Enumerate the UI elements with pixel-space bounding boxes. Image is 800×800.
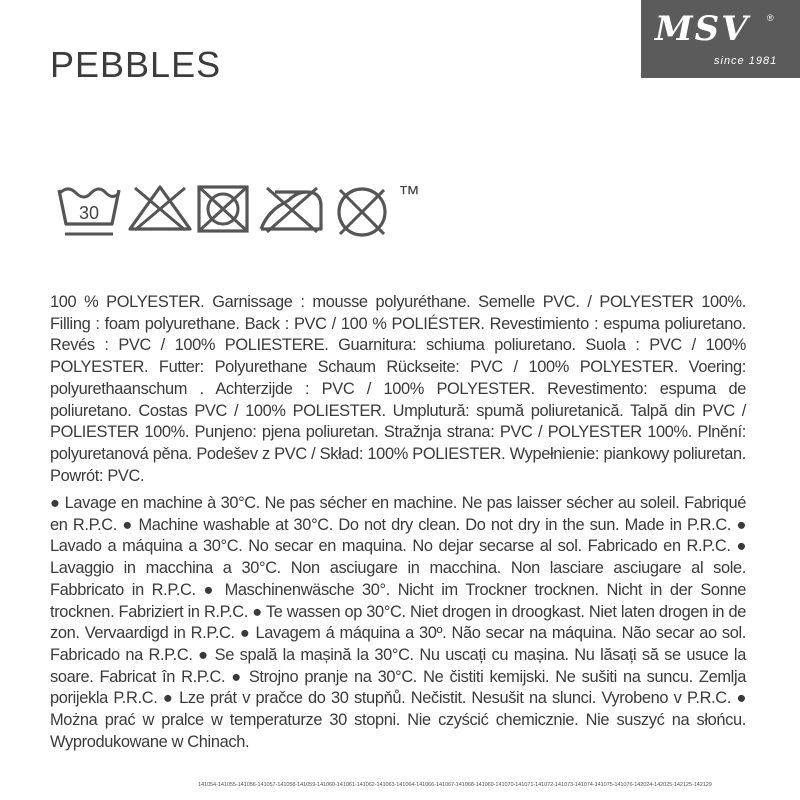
do-not-tumble-dry-icon xyxy=(196,184,250,234)
wash-30-icon xyxy=(57,184,121,242)
page-title: PEBBLES xyxy=(50,44,222,85)
do-not-bleach-icon xyxy=(127,184,193,232)
brand-logo xyxy=(641,0,800,78)
do-not-dry-clean-icon xyxy=(334,184,390,240)
care-instructions-text: ● Lavage en machine à 30°C. Ne pas sécher en machine. Ne pas laisser sécher au soleil. Fabriqué en R.P.C. ● Machine washable at 30°C. Do not dry clean. Do not dry in the sun. Made in P.R.C. ● Lavado a máquina a 30°C. No secar en maquina. No dejar secarse al sol. Fabricado en R.P.C. ● Lavaggio in macchina a 30°C. Non asciugare in macchina. Non lasciare asciugare al sole. Fabbricato in R.P.C. ● Maschinenwäsche 30°. Nicht im Trockner trocknen. Nicht in der Sonne trocknen. Fabriziert in R.P.C. ● Te wassen op 30°C. Niet drogen in droogkast. Niet laten drogen in de zon. Vervaardigd in R.P.C. ● Lavagem á máquina a 30º. Não secar na máquina. Não secar ao sol. Fabricado na R.P.C. ● Se spală la mașină la 30°C. Nu uscați cu mașina. Nu lăsați să se usuce la soare. Fabricat în R.P.C. ● Strojno pranje na 30°C. Ne čistiti kemijski. Ne sušiti na suncu. Zemlja porijekla P.R.C. ● Lze prát v pračce do 30 stupňů. Nečistit. Nesušit na slunci. Vyrobeno v P.R.C. ● Można prać w pralce w temperaturze 30 stopni. Nie czyścić chemicznie. Nie suszyć na słońcu. Wyprodukowane w Chinach. xyxy=(50,494,746,751)
do-not-iron-icon xyxy=(257,184,325,234)
composition-text: 100 % POLYESTER. Garnissage : mousse polyuréthane. Semelle PVC. / POLYESTER 100%. Filling : foam polyurethane. Back : PVC / 100 % POLIÉSTER. Revestimiento : espuma poliuretano. Revés : PVC / 100% POLIESTERE. Guarnitura: schiuma poliuretano. Suola : PVC / 100% POLYESTER. Futter: Polyurethane Schaum Rückseite: PVC / 100% POLYESTER. Voering: polyurethaanschum . Achterzijde : PVC / 100% POLYESTER. Revestimento: espuma de poliuretano. Costas PVC / 100% POLIESTER. Umplutură: spumă poliuretanică. Talpă din PVC / POLIESTER 100%. Punjeno: pjena poliuretan. Stražnja strana: PVC / POLYESTER 100%. Plnění: polyuretanová pěna. Podešev z PVC / Skład: 100% POLIESTER. Wypełnienie: piankowy poliuretan. Powrót: PVC. xyxy=(50,293,746,485)
wash-temperature-label: 30 xyxy=(78,203,100,223)
logo-registered-mark: ® xyxy=(767,13,774,23)
trademark-symbol: ™ xyxy=(398,181,420,206)
logo-wordmark: MSV xyxy=(655,9,750,49)
care-symbols-row xyxy=(57,180,457,242)
product-codes: 141054-141055-141056-141057-141058-141059-141060-141061-141062-141063-141064-141066-141067-141068-141069-141070-141071-141072-141073-141074-141075-141076-142024-142025-142125-142129 xyxy=(198,782,712,788)
logo-tagline: since 1981 xyxy=(714,55,778,67)
